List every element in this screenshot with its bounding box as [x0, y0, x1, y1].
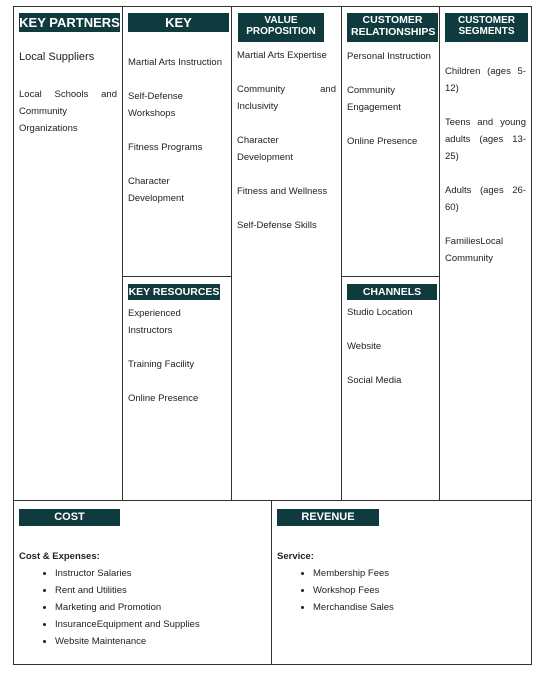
list-item: Website	[347, 341, 382, 352]
cost-structure-list	[19, 565, 264, 650]
list-item: Training Facility	[128, 359, 195, 370]
list-item: Local Suppliers	[19, 51, 95, 63]
list-item: Self-Defense Skills	[237, 220, 317, 231]
list-item: Community and Inclusivity	[237, 84, 336, 112]
list-item: Character Development	[237, 135, 293, 163]
list-item: Social Media	[347, 375, 402, 386]
cost-structure-header: COST STRUCTURE	[19, 509, 120, 526]
list-item: • Instructor Salaries	[55, 565, 264, 582]
channels-list	[347, 304, 432, 406]
channels-header: CHANNELS	[347, 284, 437, 300]
list-item: Children (ages 5-12)	[445, 66, 526, 94]
key-partners-list	[19, 49, 117, 154]
list-item: • Marketing and Promotion	[55, 599, 264, 616]
customer-segments-list	[445, 63, 526, 284]
list-item: Martial Arts Instruction	[128, 57, 222, 68]
revenue-body	[277, 548, 522, 616]
list-item: • Workshop Fees	[313, 582, 522, 599]
revenue-list	[277, 565, 522, 616]
list-item: Fitness Programs	[128, 142, 203, 153]
key-resources-header: KEY RESOURCES	[128, 286, 220, 298]
list-item: • InsuranceEquipment and Supplies	[55, 616, 264, 633]
list-item: Personal Instruction	[347, 51, 431, 62]
list-item: Martial Arts Expertise	[237, 50, 327, 61]
list-item: Teens and young adults (ages 13-25)	[445, 117, 526, 162]
list-item: • Merchandise Sales	[313, 599, 522, 616]
customer-relationships-list	[347, 48, 432, 167]
key-activities-header: KEY ACTIVITIES	[128, 13, 229, 32]
list-item: Online Presence	[347, 136, 418, 147]
list-item: Community Engagement	[347, 85, 401, 113]
list-item: Online Presence	[128, 393, 199, 404]
revenue-header: REVENUE	[277, 509, 379, 526]
list-item: • Membership Fees	[313, 565, 522, 582]
list-item: Local Schools and Community Organizations	[19, 89, 117, 134]
list-item: FamiliesLocal Community	[445, 236, 504, 264]
cost-structure-label: Cost & Expenses:	[19, 551, 100, 562]
customer-relationships-header: CUSTOMER RELATIONSHIPS	[347, 13, 438, 42]
cost-structure-body	[19, 548, 264, 650]
customer-segments-header: CUSTOMER SEGMENTS	[445, 13, 528, 42]
list-item: Experienced Instructors	[128, 308, 181, 336]
key-activities-list	[128, 54, 226, 224]
value-proposition-list	[237, 47, 336, 251]
list-item: Studio Location	[347, 307, 413, 318]
list-item: Character Development	[128, 176, 184, 204]
revenue-label: Service:	[277, 551, 314, 562]
list-item: • Website Maintenance	[55, 633, 264, 650]
list-item: Self-Defense Workshops	[128, 91, 183, 119]
value-proposition-header: VALUE PROPOSITION	[238, 13, 324, 42]
key-partners-header: KEY PARTNERS	[19, 15, 120, 30]
list-item: Fitness and Wellness	[237, 186, 328, 197]
list-item: Adults (ages 26-60)	[445, 185, 526, 213]
list-item: • Rent and Utilities	[55, 582, 264, 599]
key-resources-list	[128, 305, 226, 424]
